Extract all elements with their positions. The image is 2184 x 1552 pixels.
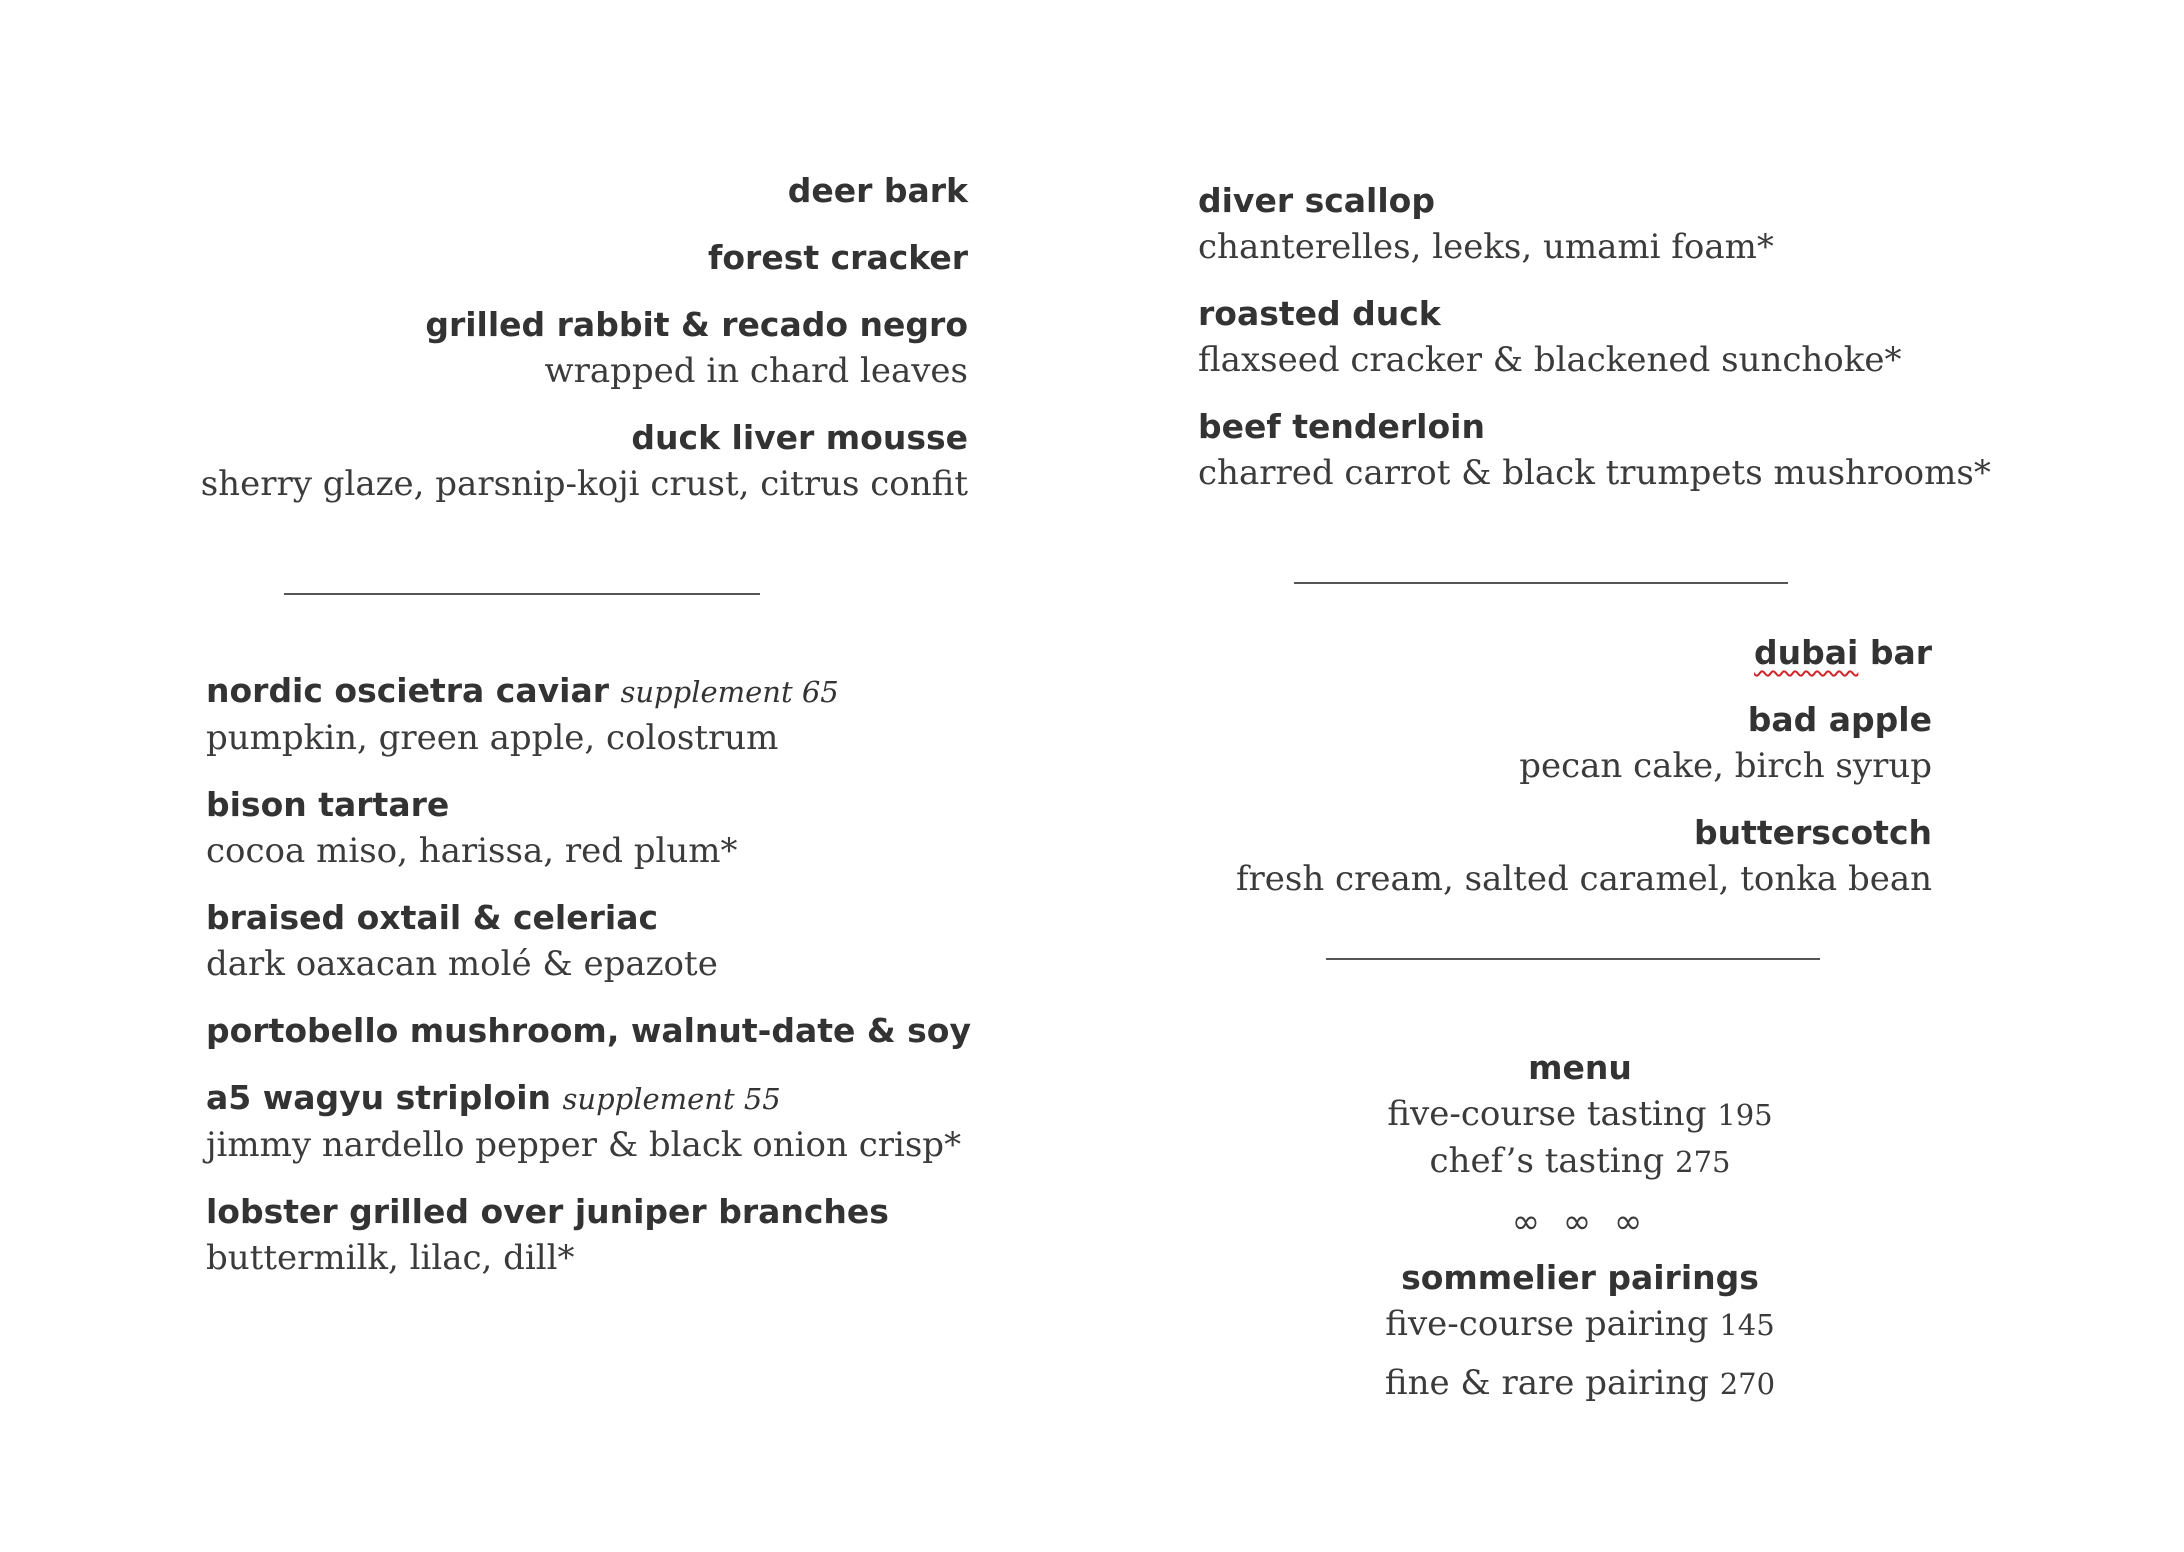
snack-duck-liver-mousse <box>201 415 968 507</box>
option-price: 270 <box>1719 1367 1776 1401</box>
dish-title <box>206 1075 971 1122</box>
dish-title <box>206 668 971 715</box>
dish-description: sherry glaze, parsnip-koji crust, citrus confit <box>200 464 968 504</box>
dish-description: fresh cream, salted caramel, tonka bean <box>1235 859 1932 899</box>
spellcheck-word: dubai <box>1754 633 1859 672</box>
pairing-option <box>1380 1360 1780 1407</box>
main-roasted-duck <box>1198 291 1991 383</box>
dish-description: pumpkin, green apple, colostrum <box>206 718 779 758</box>
dish-title: bad apple <box>1747 700 1932 739</box>
dish-title: roasted duck <box>1198 294 1441 333</box>
option-label: chef’s tasting <box>1429 1141 1665 1181</box>
snack-deer-bark <box>201 168 968 214</box>
dish-description: pecan cake, birch syrup <box>1519 746 1932 786</box>
menu-option <box>1380 1138 1780 1185</box>
section-divider <box>284 593 760 595</box>
course-lobster <box>206 1189 971 1281</box>
supplement-note: supplement 55 <box>562 1082 781 1116</box>
dish-title: grilled rabbit & recado negro <box>425 305 968 344</box>
pairings-heading: sommelier pairings <box>1401 1258 1759 1297</box>
option-label: five-course tasting <box>1387 1094 1707 1134</box>
section-divider <box>1326 958 1820 960</box>
dish-name: a5 wagyu striploin <box>206 1078 552 1117</box>
dish-name-rest: bar <box>1858 633 1932 672</box>
option-label: fine & rare pairing <box>1384 1363 1709 1403</box>
main-diver-scallop <box>1198 178 1991 270</box>
pairing-option <box>1380 1301 1780 1348</box>
dish-description: wrapped in chard leaves <box>544 351 968 391</box>
dish-title: deer bark <box>787 171 968 210</box>
dish-title: diver scallop <box>1198 181 1435 220</box>
menu-pricing-section <box>1380 1045 1780 1407</box>
dish-title: lobster grilled over juniper branches <box>206 1192 889 1231</box>
dessert-butterscotch <box>1236 810 1932 902</box>
dish-title: duck liver mousse <box>631 418 968 457</box>
dish-name: nordic oscietra caviar <box>206 671 609 710</box>
dish-description: dark oaxacan molé & epazote <box>206 944 718 984</box>
dish-title: forest cracker <box>708 238 968 277</box>
mains-section <box>1198 178 1991 496</box>
dish-title: bison tartare <box>206 785 450 824</box>
dish-description: charred carrot & black trumpets mushrooms* <box>1198 453 1991 493</box>
menu-option <box>1380 1091 1780 1138</box>
supplement-note: supplement 65 <box>620 675 839 709</box>
course-portobello <box>206 1008 971 1054</box>
dish-title <box>1236 630 1932 676</box>
course-bison-tartare <box>206 782 971 874</box>
snacks-section <box>201 168 968 507</box>
dessert-bad-apple <box>1236 697 1932 789</box>
option-label: five-course pairing <box>1385 1304 1709 1344</box>
dish-title: beef tenderloin <box>1198 407 1485 446</box>
section-divider <box>1294 582 1788 584</box>
dish-title: portobello mushroom, walnut-date & soy <box>206 1011 971 1050</box>
dish-description: jimmy nardello pepper & black onion crisp* <box>206 1125 962 1165</box>
main-beef-tenderloin <box>1198 404 1991 496</box>
dish-description: buttermilk, lilac, dill* <box>206 1238 575 1278</box>
dish-title: butterscotch <box>1693 813 1932 852</box>
dessert-dubai-bar <box>1236 630 1932 676</box>
snack-forest-cracker <box>201 235 968 281</box>
option-price: 275 <box>1675 1145 1731 1179</box>
infinity-divider: ∞ ∞ ∞ <box>1511 1202 1649 1242</box>
course-wagyu <box>206 1075 971 1168</box>
dish-description: flaxseed cracker & blackened sunchoke* <box>1198 340 1902 380</box>
course-caviar <box>206 668 971 761</box>
dish-title: braised oxtail & celeriac <box>206 898 659 937</box>
option-price: 195 <box>1717 1098 1773 1132</box>
dish-description: cocoa miso, harissa, red plum* <box>206 831 738 871</box>
option-price: 145 <box>1719 1308 1775 1342</box>
course-braised-oxtail <box>206 895 971 987</box>
menu-heading: menu <box>1528 1048 1632 1087</box>
desserts-section <box>1236 630 1932 902</box>
snack-grilled-rabbit <box>201 302 968 394</box>
dish-description: chanterelles, leeks, umami foam* <box>1198 227 1774 267</box>
courses-section <box>206 668 971 1281</box>
